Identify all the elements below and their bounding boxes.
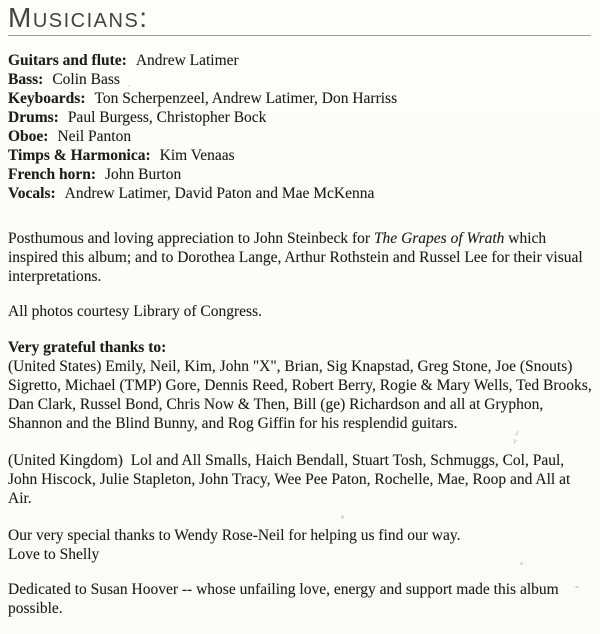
credit-line-vocals [8,184,592,203]
credit-line-keyboards [8,89,592,108]
love-note-line: Love to Shelly [8,546,100,563]
credit-names: John Burton [104,166,182,183]
credit-instrument-label: French horn: [8,166,96,183]
thanks-united-kingdom-paragraph: (United Kingdom) Lol and All Smalls, Haich Bendall, Stuart Tosh, Schmuggs, Col, Paul, John Hiscock, Julie Stapleton, John Tracy, Wee Pee Paton, Rochelle, Mae, Roop and All at Air. [8,452,574,507]
photo-credit-line: All photos courtesy Library of Congress. [8,303,262,320]
credit-names: Ton Scherpenzeel, Andrew Latimer, Don Harriss [94,90,398,107]
credit-instrument-label: Vocals: [8,185,56,202]
credit-names: Kim Venaas [159,147,235,164]
special-thanks-line: Our very special thanks to Wendy Rose-Neil for helping us find our way. [8,527,461,544]
credit-line-timps-harmonica [8,146,592,165]
page-title: Musicians: [8,2,149,33]
credit-line-bass [8,70,592,89]
credit-names: Colin Bass [52,71,120,88]
credit-line-guitars [8,51,592,70]
scan-artifact-speck [128,85,130,87]
credit-instrument-label: Keyboards: [8,90,86,107]
credit-instrument-label: Oboe: [8,128,49,145]
book-title-italic: The Grapes of Wrath [373,230,505,247]
credit-names: Neil Panton [57,128,132,145]
credit-names: Andrew Latimer, David Paton and Mae McKenna [64,185,375,202]
appreciation-paragraph [8,229,592,286]
scan-artifact-speck [575,586,579,588]
grateful-thanks-heading: Very grateful thanks to: [8,339,167,356]
credit-line-oboe [8,127,592,146]
scan-artifact-speck [520,562,523,565]
credit-names: Andrew Latimer [135,52,239,69]
thanks-united-states-paragraph: (United States) Emily, Neil, Kim, John "X", Brian, Sig Knapstad, Greg Stone, Joe (Snouts) Sigretto, Michael (TMP) Gore, Dennis Reed, Robert Berry, Rogie & Mary Wells, Ted Brooks, Dan Clark, Russel Bond, Chris Now & Then, Bill (ge) Richardson and all at Gryphon, Shannon and the Blind Bunny, and Rog Giffin for his resplendid guitars. [8,358,596,432]
header-underline [8,35,591,36]
credit-line-drums [8,108,592,127]
dedication-paragraph: Dedicated to Susan Hoover -- whose unfailing love, energy and support made this album possible. [8,581,563,617]
appreciation-text-before: Posthumous and loving appreciation to John Steinbeck for [8,230,374,247]
scan-artifact-squiggle: ɹ ʏ [511,426,521,447]
credit-instrument-label: Drums: [8,109,59,126]
credit-instrument-label: Guitars and flute: [8,52,127,69]
credit-instrument-label: Timps & Harmonica: [8,147,151,164]
credit-names: Paul Burgess, Christopher Bock [67,109,267,126]
credit-line-french-horn [8,165,592,184]
appreciation-text-after: which inspired this album; and to Dorothea Lange, Arthur Rothstein and Russel Lee for their visual interpretations. [8,230,587,285]
credit-instrument-label: Bass: [8,71,44,88]
scan-artifact-speck [341,515,344,519]
special-thanks-block [8,526,592,564]
musician-credits-list [8,51,592,203]
